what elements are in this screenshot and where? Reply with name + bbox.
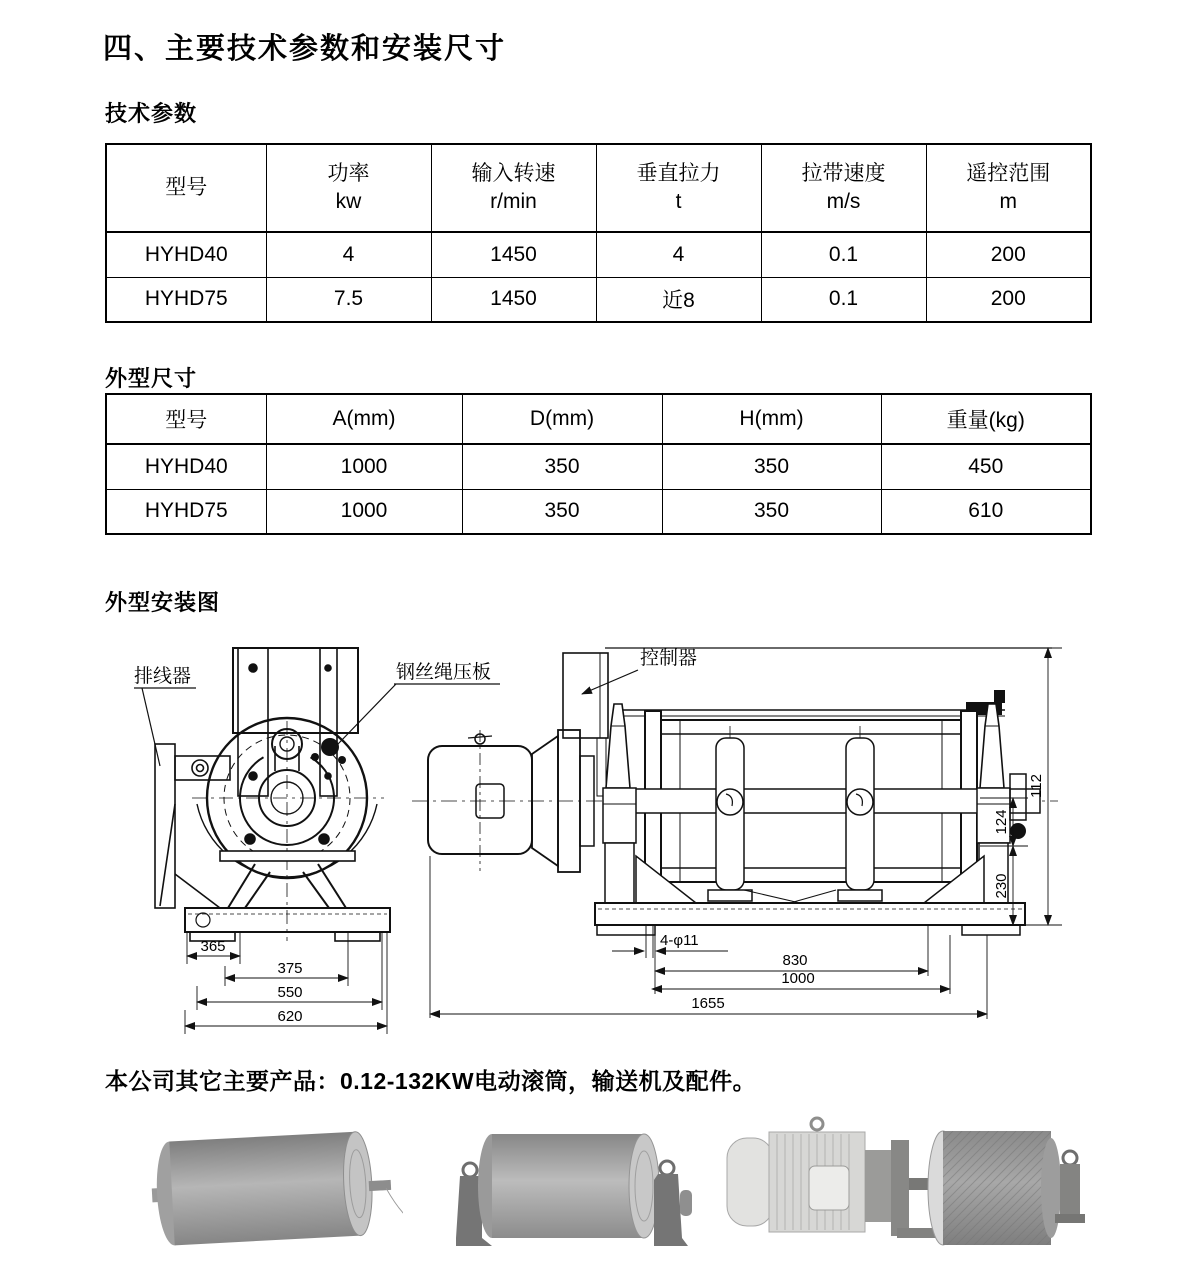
table-cell: 200 (926, 277, 1091, 322)
dim-365-label: 365 (200, 938, 226, 955)
dim-620-label: 620 (277, 1008, 303, 1025)
table-cell: 1450 (431, 232, 596, 277)
section-label-installation-diagram: 外型安装图 (105, 590, 221, 615)
dim-124-label: 124 (993, 809, 1010, 835)
front-view-dimensions (430, 925, 987, 1019)
table-row (106, 444, 1091, 489)
table-cell: 200 (926, 232, 1091, 277)
drive-coupling (865, 1126, 937, 1238)
col-header-model: 型号 (106, 144, 266, 232)
table-cell: HYHD40 (106, 232, 266, 277)
footer-note: 本公司其它主要产品：0.12-132KW电动滚筒，输送机及配件。 (105, 1068, 757, 1094)
dim-holes-label: 4-φ11 (660, 932, 699, 949)
motor-body (727, 1118, 865, 1232)
dim-1655-label: 1655 (691, 995, 725, 1012)
section-label-tech-params: 技术参数 (105, 101, 198, 126)
tech-params-table (105, 143, 1092, 323)
table-header-row (106, 394, 1091, 444)
table-cell: 4 (266, 232, 431, 277)
product-photo-bracket-drum (448, 1120, 693, 1260)
table-cell: 450 (881, 444, 1091, 489)
table-cell: 350 (462, 444, 662, 489)
controller-box (563, 653, 608, 796)
dim-830-label: 830 (782, 952, 808, 969)
drum-body (149, 1129, 403, 1246)
col-header-a-mm: A(mm) (266, 394, 462, 444)
table-cell: HYHD75 (106, 489, 266, 534)
front-view-drawing (412, 647, 1062, 1019)
table-row (106, 277, 1091, 322)
product-photo-plain-drum (148, 1128, 403, 1258)
drum-body (928, 1131, 1061, 1245)
table-cell: 350 (462, 489, 662, 534)
col-header-vertical-pull: 垂直拉力 t (596, 144, 761, 232)
table-cell: 7.5 (266, 277, 431, 322)
support-post (708, 726, 752, 916)
table-cell: HYHD75 (106, 277, 266, 322)
rope-clamp-label: 钢丝绳压板 (396, 662, 492, 683)
support-post (838, 726, 882, 916)
table-cell: 350 (662, 444, 881, 489)
mounting-bracket-right (654, 1161, 692, 1246)
table-cell: 610 (881, 489, 1091, 534)
table-cell: 近8 (596, 277, 761, 322)
product-photo-motor-drum-unit (713, 1110, 1088, 1270)
col-header-belt-speed: 拉带速度 m/s (761, 144, 926, 232)
table-cell: 4 (596, 232, 761, 277)
table-cell: HYHD40 (106, 444, 266, 489)
drum-body (478, 1134, 659, 1238)
end-view-drawing (134, 648, 500, 1034)
outline-dimensions-table (105, 393, 1092, 535)
dim-1000-label: 1000 (781, 970, 815, 987)
section-label-outline-dimensions: 外型尺寸 (105, 366, 198, 391)
page-title: 四、主要技术参数和安装尺寸 (103, 33, 507, 65)
end-view-dimensions (185, 932, 387, 1034)
dim-230-label: 230 (993, 873, 1010, 899)
installation-diagram (100, 626, 1100, 1048)
col-header-d-mm: D(mm) (462, 394, 662, 444)
table-cell: 0.1 (761, 277, 926, 322)
cable-arranger-part (155, 744, 230, 908)
table-cell: 350 (662, 489, 881, 534)
table-cell: 1000 (266, 444, 462, 489)
installation-drawing-svg (100, 626, 1100, 1048)
col-header-input-speed: 输入转速 r/min (431, 144, 596, 232)
table-header-row (106, 144, 1091, 232)
dim-375-label: 375 (277, 960, 303, 977)
dim-112-label: 112 (1028, 774, 1045, 798)
table-row (106, 232, 1091, 277)
dim-550-label: 550 (277, 984, 303, 1001)
col-header-power: 功率 kw (266, 144, 431, 232)
table-cell: 1450 (431, 277, 596, 322)
table-cell: 1000 (266, 489, 462, 534)
motor (428, 730, 532, 1018)
col-header-h-mm: H(mm) (662, 394, 881, 444)
col-header-weight-kg: 重量(kg) (881, 394, 1091, 444)
table-row (106, 489, 1091, 534)
cable-arranger-label: 排线器 (134, 666, 192, 687)
controller-label: 控制器 (640, 648, 698, 669)
col-header-remote-range: 遥控范围 m (926, 144, 1091, 232)
col-header-model: 型号 (106, 394, 266, 444)
table-cell: 0.1 (761, 232, 926, 277)
